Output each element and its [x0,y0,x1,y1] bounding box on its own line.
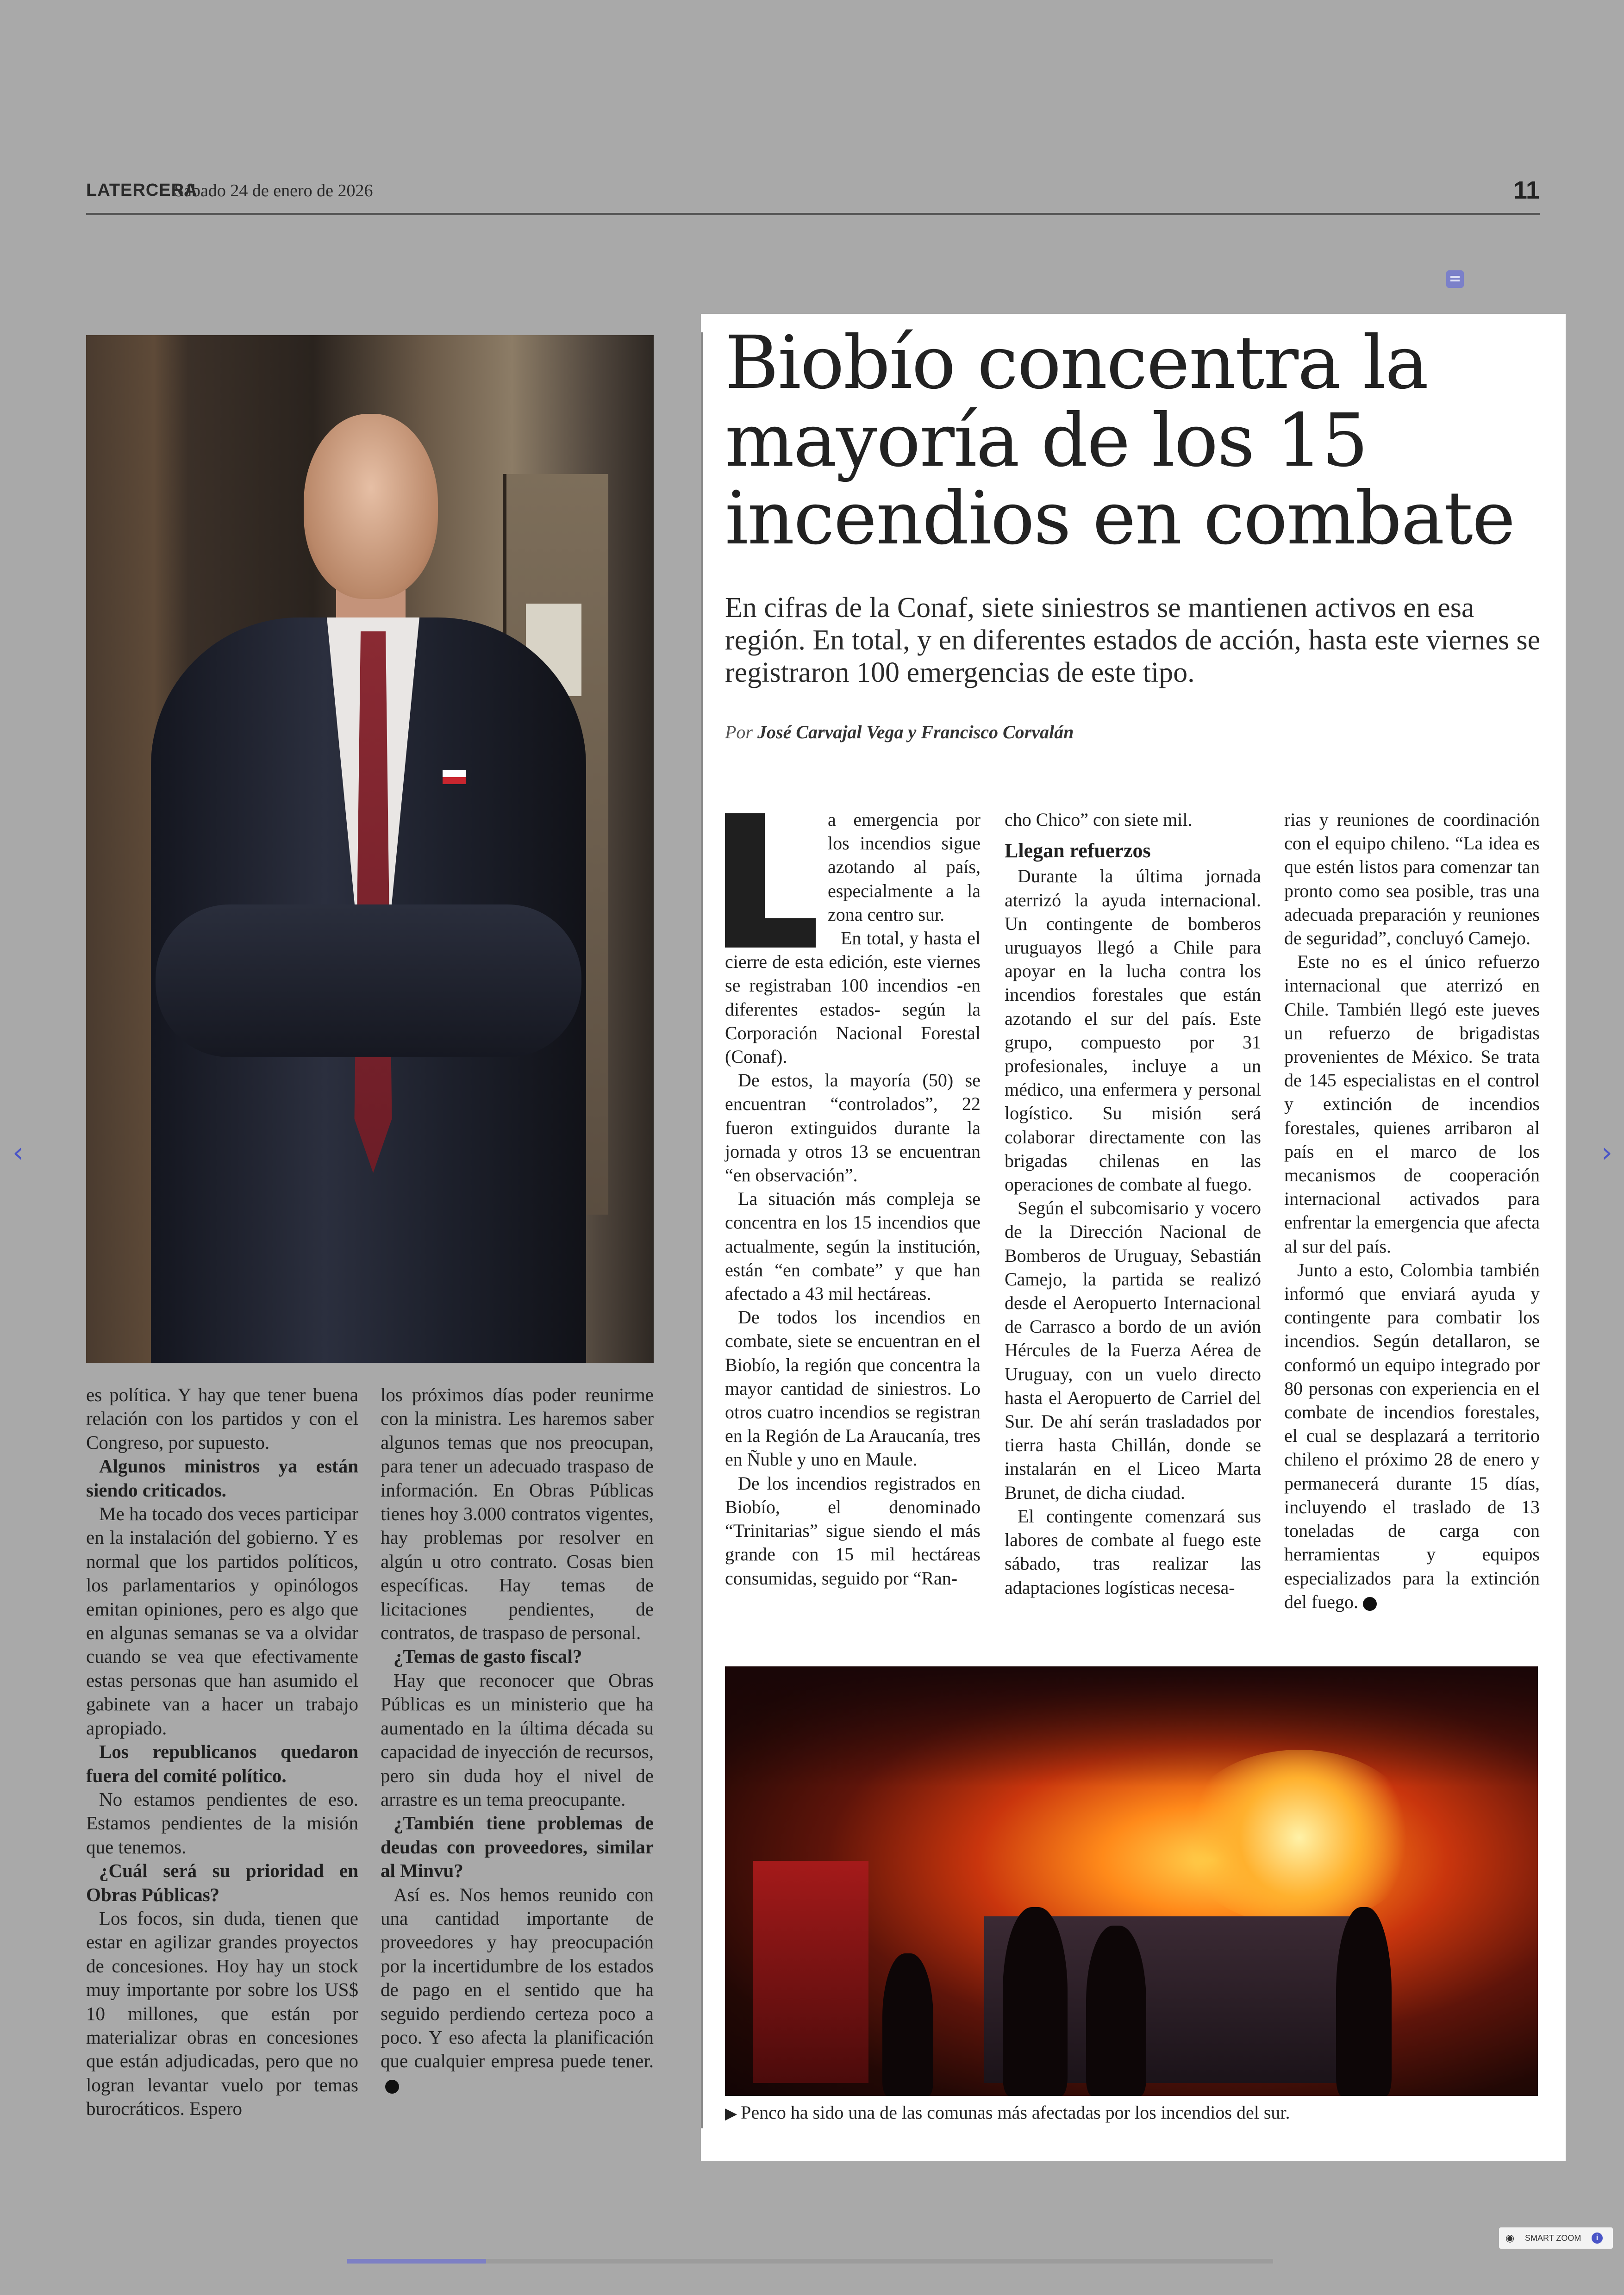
article-paragraph: El contingente comenzará sus labores de combate al fuego este sábado, tras realizar las adaptaciones logísticas necesa- [1005,1505,1261,1598]
interview-column-2 [381,1383,654,2097]
interview-answer: es política. Y hay que tener buena relación con los partidos y con el Congreso, por supuesto. [86,1384,358,1453]
interview-column-1 [86,1383,358,2121]
interview-answer: No estamos pendientes de eso. Estamos pendientes de la misión que tenemos. [86,1788,358,1858]
article-paragraph: La situación más compleja se concentra en los 15 incendios que actualmente, según la institución, están “en combate” y que han afectado a 43 mil hectáreas. [725,1188,981,1304]
page-header [86,176,1540,215]
page-progress-bar[interactable] [347,2259,1273,2264]
interview-answer: Hay que reconocer que Obras Públicas es un ministerio que ha aumentado en la última década su capacidad de inyección de recursos, pero sin duda hoy el nivel de arrastre es un tema preocupante. [381,1669,654,1810]
interview-question: Los republicanos quedaron fuera del comité político. [86,1741,358,1786]
article-paragraph: rias y reuniones de coordinación con el equipo chileno. “La idea es que estén listos para comenzar tan pronto como sea posible, tras una adecuada preparación y reuniones de seguridad”, concluyó Camejo. [1284,809,1540,949]
interview-answer: Me ha tocado dos veces participar en la instalación del gobierno. Y es normal que los partidos políticos, los parlamentarios y opinólogos emitan opiniones, pero es algo que en algunas semanas se va a olvidar cuando se vea que efectivamente estas personas que han asumido el gabinete van a hacer un trabajo apropiado. [86,1503,358,1739]
article-paragraph: Durante la última jornada aterrizó la ayuda internacional. Un contingente de bomberos uruguayos llegó a Chile para apoyar en la lucha contra los incendios forestales que están azotando el sur del país. Este grupo, compuesto por 31 profesionales, incluye a un médico, una enfermera y personal logístico. Su misión será colaborar directamente con las brigadas chilenas en las operaciones de combate al fuego. [1005,866,1261,1195]
info-icon[interactable]: i [1592,2233,1603,2244]
eye-icon: ◉ [1505,2232,1515,2244]
interview-answer: los próximos días poder reunirme con la ministra. Les haremos saber algunos temas que nos preocupan, para tener un adecuado traspaso de información. En Obras Públicas tienes hoy 3.000 contratos vigentes, hay problemas por resolver en algún u otro contrato. Cosas bien específicas. Hay temas de licitaciones pendientes, de contratos, de traspaso de personal. [381,1384,654,1644]
article-paragraph: En total, y hasta el cierre de esta edición, este viernes se registraban 100 incendios -en diferentes estados- según la Corporación Nacional Forestal (Conaf). [725,928,981,1067]
interview-answer: Los focos, sin duda, tienen que estar en agilizar grandes proyectos de concesiones. Hoy hay un stock muy importante por sobre los US$ 10 millones, que están por materializar obras en concesiones que están adjudicadas, pero que no logran levantar vuelo por temas burocráticos. Espero [86,1907,358,2120]
article-paragraph: Según el subcomisario y vocero de la Dirección Nacional de Bomberos de Uruguay, Sebastián Camejo, la partida se realizó desde el Aeropuerto Internacional de Carrasco a bordo de un avión Hércules de la Fuerza Aérea de Uruguay, con un vuelo directo hasta el Aeropuerto de Carriel del Sur. De ahí serán trasladados por tierra hasta Chillán, donde se instalarán en el Liceo Marta Brunet, de dicha ciudad. [1005,1197,1261,1503]
wildfire-photo [725,1666,1538,2096]
newspaper-brand: LATERCERA [86,181,198,200]
article-paragraph: De todos los incendios en combate, siete se encuentran en el Biobío, la región que concentra la mayor cantidad de siniestros. Lo otros cuatro incendios se registran en la Región de La Araucanía, tres en Ñuble y uno en Maule. [725,1307,981,1470]
caption-arrow-icon: ▶ [725,2104,737,2123]
article-headline: Biobío concentra la mayoría de los 15 incendios en combate [725,320,1515,561]
article-paragraph: Este no es el único refuerzo internacional que aterrizó en Chile. También llegó este jueves un refuerzo de brigadistas provenientes de México. Se trata de 145 especialistas en el control y extinción de incendios forestales, quienes arribaron al país en el marco de los mecanismos de cooperación internacional activados para enfrentar la emergencia que afecta al sur del país. [1284,951,1540,1257]
issue-date: Sábado 24 de enero de 2026 [174,181,373,200]
photo-caption-text: Penco ha sido una de las comunas más afectadas por los incendios del sur. [741,2102,1290,2123]
note-icon[interactable] [1446,270,1464,288]
article-paragraph: a emergencia por los incendios sigue azotando al país, especialmente a la zona centro sur. [828,809,981,925]
interview-question: ¿Cuál será su prioridad en Obras Públicas? [86,1860,358,1905]
article-paragraph: De estos, la mayoría (50) se encuentran “controlados”, 22 fueron extinguidos durante la jornada y otros 13 se encuentran “en observación”. [725,1070,981,1186]
previous-page-icon[interactable]: ‹ [12,1136,24,1169]
interview-question: ¿Temas de gasto fiscal? [394,1646,582,1667]
section-subheading: Llegan refuerzos [1005,839,1151,862]
byline-authors: José Carvajal Vega y Francisco Corvalán [757,722,1074,742]
page-progress-fill [347,2259,486,2264]
article-byline [725,721,1074,743]
article-paragraph: cho Chico” con siete mil. [1005,809,1193,830]
end-mark-icon [1363,1597,1377,1611]
smart-zoom-label: SMART ZOOM [1525,2233,1581,2243]
portrait-photo [86,335,654,1363]
page-number: 11 [1513,176,1540,204]
article-deck: En cifras de la Conaf, siete siniestros se mantienen activos en esa región. En total, y en diferentes estados de acción, hasta este viernes se registraron 100 emergencias de este tipo. [725,592,1541,688]
article-column-2 [1005,808,1261,1599]
article-column-3 [1284,808,1540,1614]
byline-prefix: Por [725,722,753,742]
article-paragraph: De los incendios registrados en Biobío, el denominado “Trinitarias” sigue siendo el más grande con 15 mil hectáreas consumidas, seguido por “Ran- [725,1472,981,1589]
end-mark-icon [385,2080,399,2094]
interview-question: ¿También tiene problemas de deudas con proveedores, similar al Minvu? [381,1812,654,1882]
photo-caption [725,2102,1290,2123]
next-page-icon[interactable]: › [1601,1136,1612,1169]
article-paragraph: Junto a esto, Colombia también informó que enviará ayuda y contingente para combatir los incendios. Según detallaron, se conformó un equipo integrado por 80 personas con experiencia en el combate de incendios forestales, el cual se desplazará a territorio chileno el próximo 28 de enero y permanecerá durante 15 días, incluyendo el traslado de 13 toneladas de carga con herramientas y equipos especializados para la extinción del fuego. [1284,1259,1540,1612]
article-column-1 [725,808,981,1590]
interview-answer: Así es. Nos hemos reunido con una cantidad importante de proveedores y hay preocupación por la incertidumbre de los estados de pago en el sentido que ha seguido perdiendo certeza poco a poco. Y eso afecta la planificación que cualquier empresa puede tener. [381,1883,654,2097]
interview-question: Algunos ministros ya están siendo criticados. [86,1455,358,1501]
smart-zoom-button[interactable] [1499,2227,1613,2249]
